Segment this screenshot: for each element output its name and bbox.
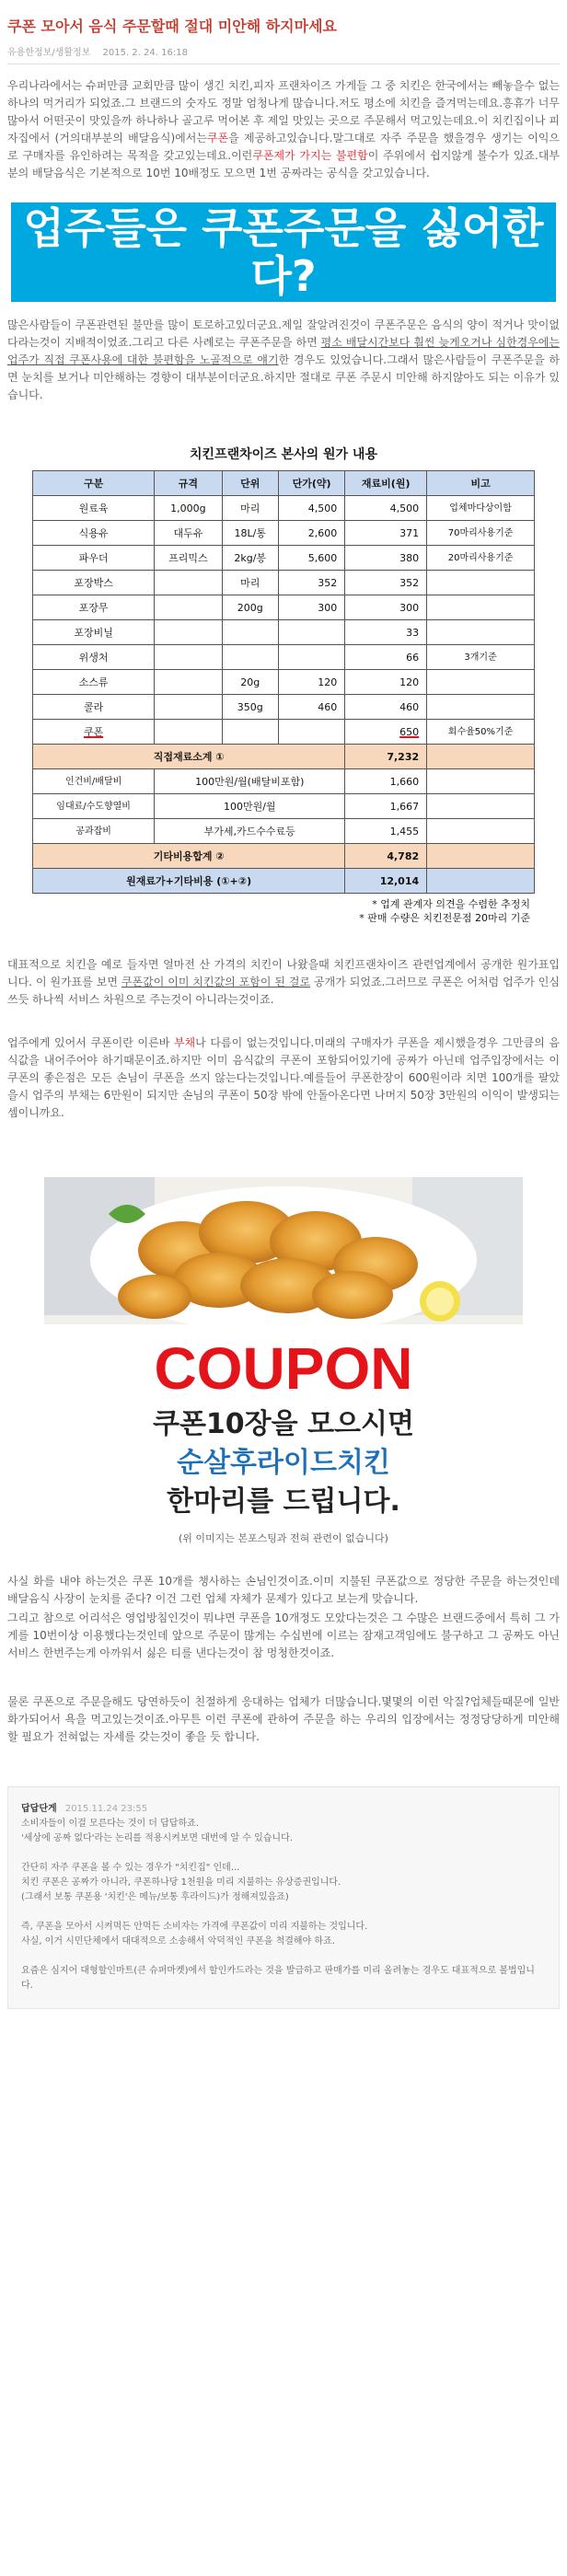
post-title[interactable]: 쿠폰 모아서 음식 주문할때 절대 미안해 하지마세요: [7, 17, 337, 35]
table-header: 비고: [427, 471, 535, 496]
table-cell: 인건비/배달비: [33, 769, 155, 794]
image-caption: (위 이미지는 본포스팅과 전혀 관련이 없습니다): [179, 1532, 388, 1544]
table-note: * 업계 관계자 의견을 수렴한 추정치: [372, 898, 530, 910]
table-cell: 66: [345, 645, 427, 670]
subtotal-value: 7,232: [345, 745, 427, 769]
subtotal-label: 기타비용합계 ②: [33, 844, 345, 869]
table-cell: 마리: [222, 496, 278, 521]
table-cell: 100만원/월: [155, 794, 345, 819]
table-cell: [155, 720, 222, 745]
paragraph-cost-table: [7, 956, 560, 1009]
table-cell: 마리: [222, 571, 278, 595]
coupon-word: COUPON: [154, 1335, 413, 1402]
table-cell: [278, 720, 344, 745]
table-cell: 포장박스: [33, 571, 155, 595]
table-title: 치킨프랜차이즈 본사의 원가 내용: [190, 447, 377, 462]
table-notes: [7, 897, 530, 925]
table-cell: 4,500: [345, 496, 427, 521]
table-cell: 5,600: [278, 546, 344, 571]
paragraph-text: 업주에게 있어서 쿠폰이란 이른바: [7, 1036, 170, 1049]
subtotal-value: 4,782: [345, 844, 427, 869]
table-cell: 352: [278, 571, 344, 595]
table-cell: [155, 620, 222, 645]
highlight-coupon: 쿠폰: [206, 132, 229, 144]
table-cell: 1,660: [345, 769, 427, 794]
table-row: [33, 521, 535, 546]
table-cell: 350g: [222, 695, 278, 720]
table-header: 재료비(원): [345, 471, 427, 496]
table-cell: [155, 670, 222, 695]
comment-body: [21, 1817, 546, 1993]
table-cell: 33: [345, 620, 427, 645]
table-row: [33, 546, 535, 571]
comment-line: [21, 1949, 546, 1964]
table-cell: 포장비닐: [33, 620, 155, 645]
table-cell: [278, 645, 344, 670]
table-cell: [427, 670, 535, 695]
table-header-row: [33, 471, 535, 496]
comment-line: 요즘은 심지어 대형할인마트(큰 슈퍼마켓)에서 할인카드라는 것을 발급하고 판매가를 미리 올려놓는 경우도 대표적으로 볼법입니다.: [21, 1966, 535, 1991]
table-cell: 100만원/월(배달비포함): [155, 769, 345, 794]
total-label: 원재료가+기타비용 (①+②): [33, 869, 345, 894]
table-cell: [427, 595, 535, 620]
table-row: [33, 794, 535, 819]
table-cell: [427, 819, 535, 844]
table-row: [33, 645, 535, 670]
paragraph-text: 대표적으로 치킨을 예로 들자면 얼마전 산 가격의 치킨이 나왔을때 치킨프랜차이즈 관련업계에서 공개한 원가표입니다. 이 원가표를 보면: [7, 958, 560, 988]
table-cell: 프리믹스: [155, 546, 222, 571]
table-header: 규격: [155, 471, 222, 496]
section-banner: 업주들은 쿠폰주문을 싫어한다?: [11, 202, 556, 302]
table-cell: 3개기준: [427, 645, 535, 670]
subtotal-row: [33, 745, 535, 769]
table-row: [33, 496, 535, 521]
table-header: 단위: [222, 471, 278, 496]
table-cell: [427, 869, 535, 894]
comment-line: 치킨 쿠폰은 공짜가 아니라, 쿠폰하나당 1천원을 미리 지불하는 유상증권입니다.: [21, 1877, 341, 1888]
paragraph-text: 한 경우도 있었습니다.그래서 많은사람들이 쿠폰주문을 하면 눈치를 보거나 미안해하는 경향이 대부분이더군요.하지만 절대로 쿠폰 주문시 미안해 하지않아도 되는 이유가 있습니다.: [7, 353, 560, 401]
table-header: 단가(약): [278, 471, 344, 496]
coupon-line-3: 한마리를 드립니다.: [167, 1485, 400, 1518]
comment-line: [21, 1905, 546, 1920]
table-cell: 460: [345, 695, 427, 720]
table-cell: [427, 844, 535, 869]
subtotal-label: 직접재료소계 ①: [33, 745, 345, 769]
table-cell: 대두유: [155, 521, 222, 546]
table-cell: 콜라: [33, 695, 155, 720]
table-cell: [278, 620, 344, 645]
table-header: 구분: [33, 471, 155, 496]
comment-line: 소비자들이 이걸 모른다는 것이 더 답답하죠.: [21, 1819, 199, 1829]
table-cell: 파우더: [33, 546, 155, 571]
comment-line: 사실, 이거 시민단체에서 대대적으로 소송해서 악덕적인 쿠폰을 척결해야 하죠.: [21, 1936, 335, 1946]
table-cell: 460: [278, 695, 344, 720]
table-row: [33, 819, 535, 844]
coupon-line-2: 순살후라이드치킨: [177, 1447, 390, 1479]
table-cell: 650: [345, 720, 427, 745]
comment-line: 즉, 쿠폰을 모아서 시켜먹든 안먹든 소비자는 가격에 쿠폰값이 미리 지불하는 것입니다.: [21, 1922, 368, 1932]
paragraph-conclusion: 물론 쿠폰으로 주문을해도 당연하듯이 친절하게 응대하는 업체가 더많습니다.몇몇의 이런 악질?업체들때문에 일반화가되어서 욕을 먹고있는것이죠.아무튼 이런 쿠폰에 관하여 주문을 하는 우리의 입장에서는 정정당당하게 미안해할 필요가 전혀없는 자세를 갖는것이 좋을 듯 합니다.: [7, 1695, 560, 1743]
coupon-image: [44, 1177, 523, 1523]
underlined-text: 쿠폰값이 이미 치킨값의 포함이 된 걸로: [121, 976, 311, 988]
paragraph-strategy: 그리고 참으로 어리석은 영업방침인것이 뭐냐면 쿠폰을 10개정도 모았다는것은 그 수많은 브랜드중에서 특히 그 가게를 10번이상 이용했다는것인데 앞으로 주문이 많게는 수십번에 이르는 잠재고객임에도 불구하고 그 공짜도 아닌 서비스 한번주는게 아까워서 싫은 티를 낸다는것이 참 멍청한것이죠.: [7, 1611, 560, 1659]
table-cell: [155, 645, 222, 670]
table-cell: 식용유: [33, 521, 155, 546]
table-row: [33, 571, 535, 595]
coupon-line-1: 쿠폰10장을 모으시면: [152, 1408, 415, 1440]
table-cell: [155, 571, 222, 595]
coupon-illustration: [44, 1177, 523, 1523]
table-row: [33, 670, 535, 695]
table-cell: 4,500: [278, 496, 344, 521]
table-row: [33, 720, 535, 745]
table-cell: 18L/통: [222, 521, 278, 546]
cost-table: [32, 470, 535, 894]
table-cell: 소스류: [33, 670, 155, 695]
table-row: [33, 769, 535, 794]
comment-date: 2015.11.24 23:55: [64, 1804, 148, 1814]
table-row: [33, 695, 535, 720]
table-row: [33, 620, 535, 645]
table-cell: [155, 595, 222, 620]
table-cell: 371: [345, 521, 427, 546]
paragraph-intro: [7, 77, 560, 182]
highlight-inconvenience: 쿠폰제가 가지는 불편함: [252, 149, 368, 162]
table-cell: 원료육: [33, 496, 155, 521]
paragraph-text: 많은사람들이 쿠폰관련된 불만를 많이 토로하고있더군요.제일 잘알려진것이 쿠폰주문은 음식의 양이 적거나 맛이없다라는것이 지배적이었죠.그리고 다른 사례로는 쿠폰주문을 하면: [7, 318, 560, 349]
table-cell: 300: [278, 595, 344, 620]
underlined-text: 평소 배달시간보다 훨씬 늦게오거나 심한경우에는 업주가 직접 쿠폰사용에 대한 불편함을 노골적으로 얘기: [7, 336, 560, 366]
table-cell: 임대료/수도향열비: [33, 794, 155, 819]
table-cell: 공과잡비: [33, 819, 155, 844]
paragraph-text: 공개가 되었죠.그러므로 쿠폰은 어처럼 업주가 인심쓰듯 하나씩 서비스 차원으로 주는것이 아니라는것이죠.: [7, 976, 560, 1006]
paragraph-text: 을 제공하고있습니다.말그대로 자주 주문을 했을경우 생기는 이익으로 구매자를 유인하려는 목적을 갖고있는데요.이런: [7, 132, 561, 162]
table-cell: 300: [345, 595, 427, 620]
table-cell: 회수율50%기준: [427, 720, 535, 745]
table-cell: 2,600: [278, 521, 344, 546]
table-cell: 1,667: [345, 794, 427, 819]
comment-line: 간단히 자주 쿠폰을 볼 수 있는 경우가 "치킨집" 인데...: [21, 1863, 240, 1873]
table-cell: 1,455: [345, 819, 427, 844]
table-cell: 포장무: [33, 595, 155, 620]
post-meta: [7, 44, 560, 58]
paragraph-debt: [7, 1034, 560, 1122]
comment-line: (그래서 보통 쿠폰용 '치킨'은 메뉴/보통 후라이드)가 정해져있음죠): [21, 1892, 289, 1902]
table-cell: 352: [345, 571, 427, 595]
post-category[interactable]: 유용한정보/생활정보: [7, 48, 91, 58]
table-cell: 380: [345, 546, 427, 571]
table-cell: 70마리사용기준: [427, 521, 535, 546]
table-cell: 1,000g: [155, 496, 222, 521]
paragraph-complaints: [7, 317, 560, 404]
paragraph-text: 이 주위에서 쉽지않게 볼수가 있죠.대부분의 배달음식은 기본적으로 10번 10배정도 모으면 1번 공짜라는 공식을 갖고있습니다.: [7, 149, 560, 179]
table-cell: [222, 720, 278, 745]
comment-header: [21, 1802, 546, 1817]
table-cell: 부가세,카드수수료등: [155, 819, 345, 844]
highlight-debt: 부채: [173, 1036, 196, 1049]
total-row: [33, 869, 535, 894]
comment-author[interactable]: 답답단게: [21, 1804, 57, 1814]
table-cell: [427, 620, 535, 645]
table-cell: 120: [345, 670, 427, 695]
table-cell: [222, 645, 278, 670]
table-cell: [427, 745, 535, 769]
table-cell: [427, 769, 535, 794]
table-cell: 20마리사용기준: [427, 546, 535, 571]
post: [7, 0, 560, 2009]
table-cell: 쿠폰: [33, 720, 155, 745]
comment-line: [21, 1846, 546, 1861]
table-cell: 20g: [222, 670, 278, 695]
table-note: * 판매 수량은 치킨전문점 20마리 기준: [359, 912, 530, 924]
table-cell: [427, 571, 535, 595]
table-cell: [222, 620, 278, 645]
comment-line: '세상에 공짜 없다'라는 논리를 적용시켜보면 대번에 알 수 있습니다.: [21, 1833, 293, 1843]
table-cell: [155, 695, 222, 720]
paragraph-text: 우리나라에서는 슈퍼만큼 교회만큼 많이 생긴 치킨,피자 프랜차이즈 가게들 그 중 치킨은 한국에서는 빼놓을수 없는 하나의 먹거리가 되었죠.그 브랜드의 숫자도 정말 엄청나게 많습니다.저도 평소에 치킨을 즐겨먹는데요.흥휴가 너무 많아서 어떤곳이 맛있을까 하나하나 골고루 먹어본 후 제일 맛있는 곳으로 주문해서 먹고있는데요.이 치킨집이나 피자집에서 (거의대부분의 배달음식)에서는: [7, 79, 560, 144]
table-cell: 2kg/봉: [222, 546, 278, 571]
total-value: 12,014: [345, 869, 427, 894]
table-cell: 위생처: [33, 645, 155, 670]
paragraph-anger: 사실 화를 내야 하는것은 쿠폰 10개를 챙사하는 손님인것이죠.이미 지불된 쿠폰값으로 정당한 주문을 하는것인데 배달음식 사장이 눈치를 준다? 이건 그런 업체 자체가 문제가 있다고 보는게 맞습니다.: [7, 1575, 560, 1605]
comment-box: [7, 1786, 560, 2009]
table-cell: 200g: [222, 595, 278, 620]
table-cell: 120: [278, 670, 344, 695]
subtotal-row: [33, 844, 535, 869]
paragraph-text: 나 다름이 없는것입니다.미래의 구매자가 쿠폰을 제시했을경우 그만큼의 음식값을 내어주어야 하기때문이죠.하지만 이미 음식값의 쿠폰이 포함되어있기에 공짜가 아닌데 업주입장에서는 이 쿠폰의 좋은점은 모든 손님이 쿠폰을 쓰지 않는다는것입니다.예를들어 쿠폰한장이 600원이라 치면 100개를 팔았을시 업주의 부채는 6만원이 되지만 손님의 쿠폰이 50장 밖에 안돌아온다면 나머지 50장 3만원의 이익이 발생되는 셈이니까요.: [7, 1036, 560, 1119]
post-date: 2015. 2. 24. 16:18: [102, 48, 188, 58]
table-cell: [427, 695, 535, 720]
table-row: [33, 595, 535, 620]
table-cell: 업체마다상이함: [427, 496, 535, 521]
table-cell: [427, 794, 535, 819]
